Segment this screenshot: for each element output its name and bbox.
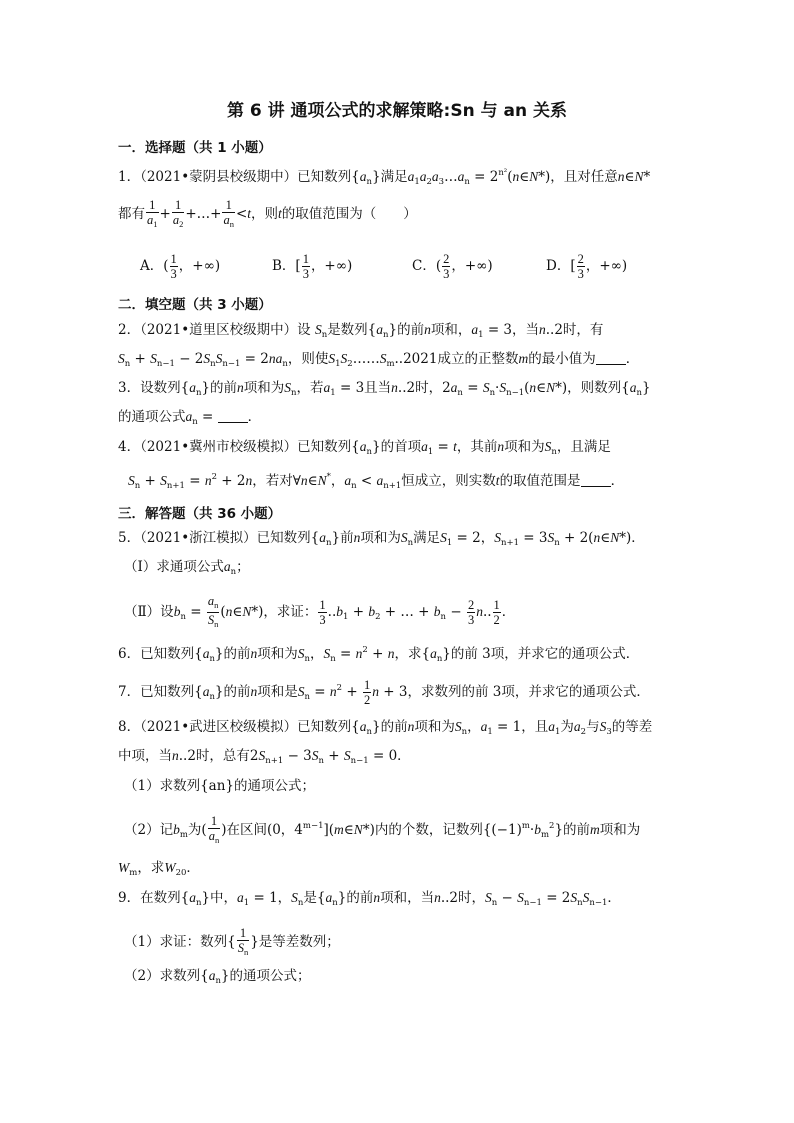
option-b[interactable]: B．[ $\frac{1}{3}$ ，+∞) [272, 252, 353, 281]
section-heading-fill: 二．填空题（共 3 小题） [118, 297, 272, 313]
q6-line: 6．已知数列$\{a_n\}$的前n项和为$S_n$，$S_n = n^2 + n$，求$\{a_n\}$的前 3项，并求它的通项公式． [118, 645, 640, 664]
q4-line2: $S_n + S_{n+1} = n^2 + 2n$，若对∀n∈N*，$a_n < a_{n+1}$恒成立，则实数t的取值范围是 ． [128, 472, 625, 491]
q4-line1: 4．（2021•冀州市校级模拟）已知数列$\{a_n\}$的首项$a_1 = t$，其前n项和为$S_n$，且满足 [118, 439, 611, 457]
q9-part1: （1）求证：数列{ $\frac{1}{S_n}$ }是等差数列； [124, 926, 340, 957]
q9-line1: 9．在数列$\{a_n\}$中，$a_1 = 1$，$S_n$是$\{a_n\}$的前n项和，当n..2时，$S_n - S_{n-1} = 2S_nS_{n-1}$． [118, 890, 621, 908]
q5-line1: 5．（2021•浙江模拟）已知数列$\{a_n\}$前n项和为$S_n$满足$S_1 = 2$，$S_{n+1} = 3S_n$ + 2(n∈N*)． [118, 530, 645, 548]
section-heading-choice: 一．选择题（共 1 小题） [118, 140, 272, 156]
q2-line1: 2．（2021•道里区校级期中）设 $S_n$是数列$\{a_n\}$的前n项和，$a_1 = 3$，当n..2时，有 [118, 322, 604, 340]
q5-part1: （Ⅰ）求通项公式$a_n$； [124, 559, 250, 577]
q1-line1: 1．（2021•蒙阴县校级期中）已知数列$\{a_n\}$满足$a_1a_2a_3\dots a_n$ = $2^{n^2}(n\in N*)$，且对任意n∈N* [118, 168, 651, 187]
q8-line2: 中项，当n..2时，总有$2S_{n+1} - 3S_n + S_{n-1} = 0$． [118, 748, 411, 766]
q1-options [140, 252, 660, 281]
q8-line1: 8．（2021•武进区校级模拟）已知数列$\{a_n\}$的前n项和为$S_n$，$a_1 = 1$，且$a_1$为$a_2$与$S_3$的等差 [118, 719, 653, 737]
option-a[interactable]: A．( $\frac{1}{3}$ ，+∞) [140, 252, 221, 281]
q8-part1: （1）求数列{an}的通项公式； [124, 778, 316, 794]
option-c[interactable]: C．( $\frac{2}{3}$ ，+∞) [412, 252, 493, 281]
q8-part2: （2）记$b_m$为( $\frac{1}{a_n}$ )在区间(0，$4^{m-1}](m\in N*)$内的个数，记数列$\{(-1)^m\cdot b_m^2\}$的前m项和为 [124, 814, 641, 845]
q3-line1: 3．设数列$\{a_n\}$的前n项和为$S_n$，若$a_1 = 3$且当n..2时，$2a_n$ = $S_n\cdot S_{n-1}(n\in N*)$，则数列$\{a_n\}$ [118, 380, 651, 398]
q2-line2: $S_n + S_{n-1} - 2S_nS_{n-1} = 2na_n$，则使$S_1S_2\dots\dots S_m..2021$成立的正整数m的最小值为 ． [118, 351, 640, 369]
option-d[interactable]: D．[ $\frac{2}{3}$ ，+∞) [546, 252, 628, 281]
q1-line2: 都有 $\frac{1}{a_1}$ + $\frac{1}{a_2}$ +…+ $\frac{1}{a_n}$ <t，则t的取值范围为（ ） [118, 198, 417, 229]
q3-line2: 的通项公式$a_n$ = ． [118, 409, 262, 427]
section-heading-answer: 三．解答题（共 36 小题） [118, 506, 282, 522]
q5-part2: （Ⅱ）设$b_n$ = $\frac{a_n}{S_n}$ (n∈N*)，求证： $\frac{1}{3}$ $..b_1 + b_2$ + … + $b_n$ − $\frac{2}{3}$ n.. $\frac{1}{2}$ ． [124, 594, 516, 629]
page-title: 第 6 讲 通项公式的求解策略:Sn 与 an 关系 [226, 101, 568, 121]
q9-part2: （2）求数列$\{a_n\}$的通项公式； [124, 968, 311, 986]
q8-part2b: $W_m$，求$W_{20}$． [118, 860, 200, 878]
q7-line: 7．已知数列$\{a_n\}$的前n项和是$S_n = n^2$ + $\frac{1}{2}$ n + 3，求数列的前 3项，并求它的通项公式． [118, 678, 650, 707]
